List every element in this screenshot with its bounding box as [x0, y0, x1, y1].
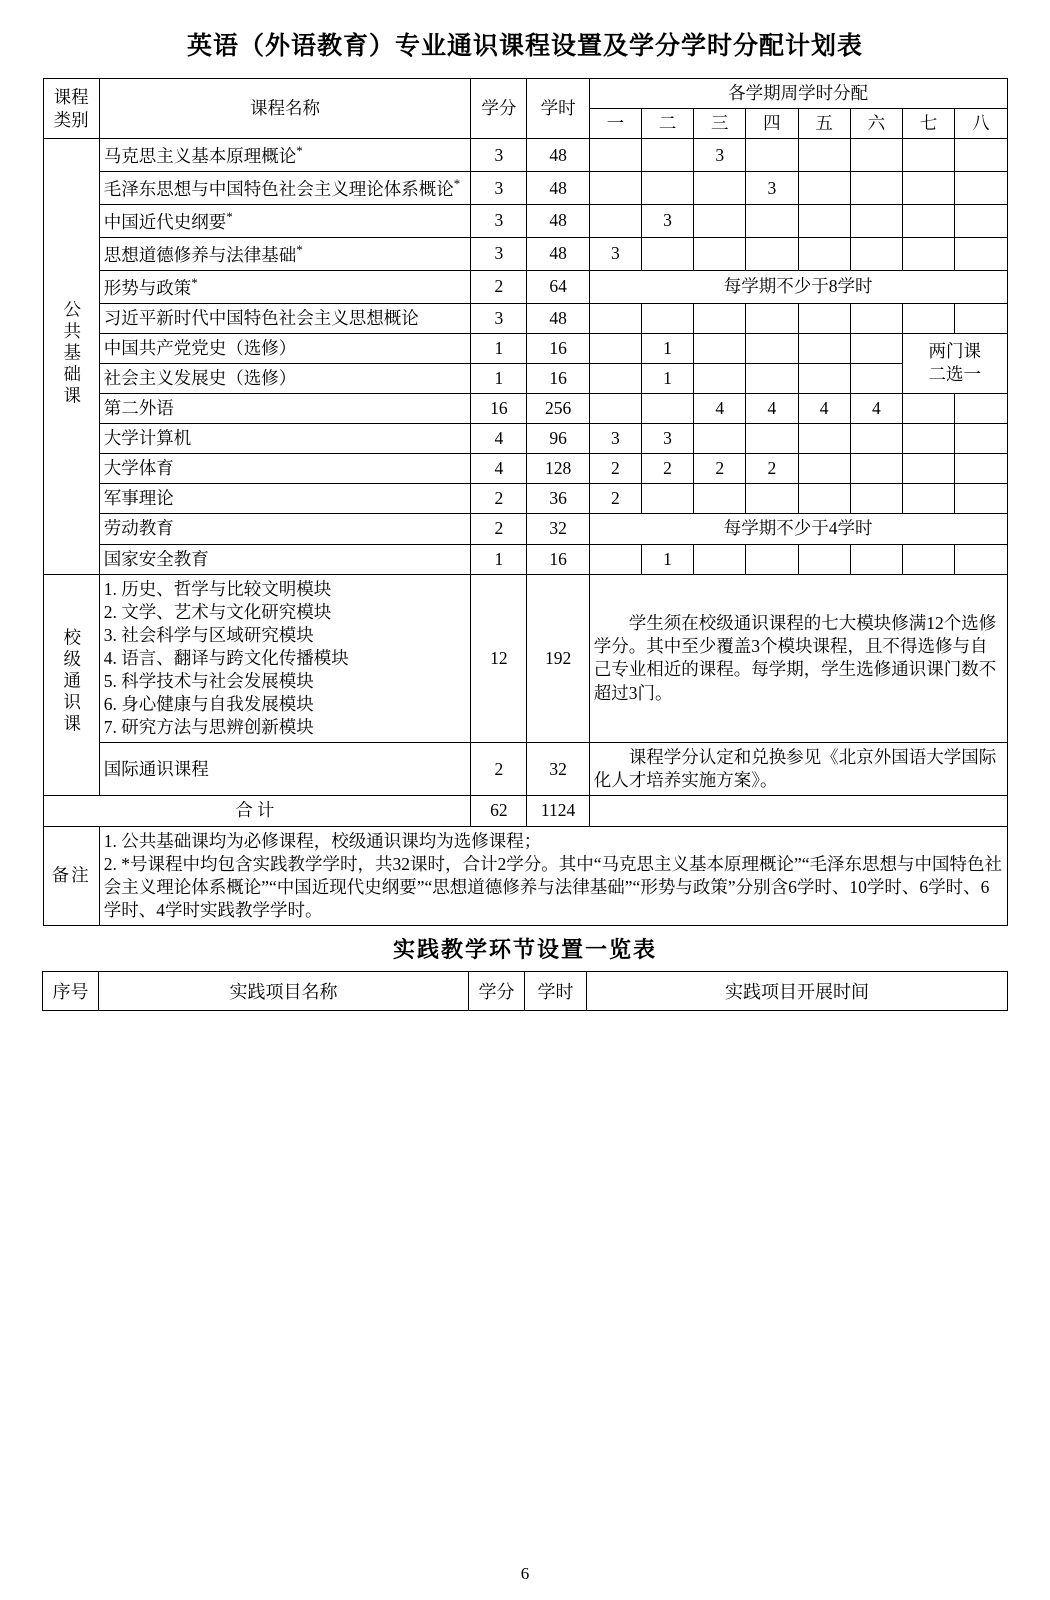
sem-2: 1 [641, 544, 693, 574]
sem-8 [955, 303, 1007, 333]
sem-6 [850, 303, 902, 333]
course-hours: 16 [527, 333, 589, 363]
sem-2: 1 [641, 333, 693, 363]
header-index: 序号 [43, 971, 99, 1010]
course-name: 习近平新时代中国特色社会主义思想概论 [99, 303, 471, 333]
sem-6: 4 [850, 394, 902, 424]
sem-8 [955, 544, 1007, 574]
sem-8 [955, 139, 1007, 172]
sem-6 [850, 139, 902, 172]
course-credits: 3 [471, 172, 527, 205]
sem-7 [902, 237, 954, 270]
sem-7 [902, 205, 954, 238]
sem-4: 4 [746, 394, 798, 424]
sem-2 [641, 139, 693, 172]
sem-3 [694, 237, 746, 270]
sem-1: 2 [589, 454, 641, 484]
header-hours: 学时 [525, 971, 587, 1010]
course-name: 大学体育 [99, 454, 471, 484]
page-number: 6 [520, 1564, 530, 1583]
sem-6 [850, 333, 902, 363]
sem-7 [902, 454, 954, 484]
page-title: 英语（外语教育）专业通识课程设置及学分学时分配计划表 [186, 33, 863, 60]
sem-8 [955, 172, 1007, 205]
sem-8 [955, 484, 1007, 514]
table-total-row [43, 796, 1007, 826]
table-row [43, 544, 1007, 574]
course-credits: 2 [471, 514, 527, 544]
sem-4 [746, 333, 798, 363]
course-credits: 1 [471, 333, 527, 363]
sem-4 [746, 544, 798, 574]
table-header-row [43, 79, 1007, 109]
course-credits: 1 [471, 544, 527, 574]
course-hours: 192 [527, 574, 589, 743]
table-row [43, 363, 1007, 393]
table-row [43, 270, 1007, 303]
total-credits: 62 [471, 796, 527, 826]
sem-6 [850, 205, 902, 238]
sem-2 [641, 484, 693, 514]
sem-5 [798, 205, 850, 238]
header-course-name: 课程名称 [99, 79, 471, 139]
sem-3: 2 [694, 454, 746, 484]
course-hours: 32 [527, 514, 589, 544]
sem-2 [641, 237, 693, 270]
semester-span-note: 每学期不少于8学时 [589, 270, 1007, 303]
table-row [43, 303, 1007, 333]
sem-4 [746, 205, 798, 238]
module-list: 1. 历史、哲学与比较文明模块 2. 文学、艺术与文化研究模块 3. 社会科学与区域研究模块 4. 语言、翻译与跨文化传播模块 5. 科学技术与社会发展模块 6. 身心健康与自我发展模块 7. 研究方法与思辨创新模块 [99, 574, 471, 743]
header-semester-4: 四 [746, 109, 798, 139]
course-hours: 48 [527, 139, 589, 172]
sem-5 [798, 454, 850, 484]
sem-7 [902, 484, 954, 514]
asterisk-mark: * [453, 176, 461, 192]
course-name: 军事理论 [99, 484, 471, 514]
sem-1 [589, 172, 641, 205]
course-credits: 12 [471, 574, 527, 743]
table-row [43, 237, 1007, 270]
course-name: 国家安全教育 [99, 544, 471, 574]
course-credits: 3 [471, 303, 527, 333]
course-name: 大学计算机 [99, 424, 471, 454]
course-hours: 16 [527, 363, 589, 393]
sem-1: 3 [589, 237, 641, 270]
sem-5 [798, 237, 850, 270]
sem-2 [641, 394, 693, 424]
sem-2: 2 [641, 454, 693, 484]
course-hours: 128 [527, 454, 589, 484]
sem-4: 2 [746, 454, 798, 484]
sem-1 [589, 333, 641, 363]
sem-4 [746, 363, 798, 393]
sem-4 [746, 424, 798, 454]
sem-5 [798, 484, 850, 514]
sem-7 [902, 303, 954, 333]
course-hours: 32 [527, 743, 589, 796]
header-semester-8: 八 [955, 109, 1007, 139]
course-credits: 4 [471, 424, 527, 454]
course-credits: 3 [471, 237, 527, 270]
header-semester-group: 各学期周学时分配 [589, 79, 1007, 109]
elective-pair-note: 两门课 二选一 [902, 333, 1007, 393]
international-course-note: 课程学分认定和兑换参见《北京外国语大学国际化人才培养实施方案》。 [589, 743, 1007, 796]
sem-4 [746, 484, 798, 514]
course-credits: 16 [471, 394, 527, 424]
header-semester-7: 七 [902, 109, 954, 139]
sem-7 [902, 424, 954, 454]
course-hours: 256 [527, 394, 589, 424]
sem-3 [694, 172, 746, 205]
course-hours: 16 [527, 544, 589, 574]
sem-2: 3 [641, 424, 693, 454]
course-hours: 48 [527, 172, 589, 205]
table-row [43, 333, 1007, 363]
table-row [43, 139, 1007, 172]
course-credits: 2 [471, 484, 527, 514]
sem-6 [850, 544, 902, 574]
practice-teaching-table [42, 971, 1008, 1011]
table-row [43, 743, 1007, 796]
sem-1 [589, 139, 641, 172]
course-name: 社会主义发展史（选修） [99, 363, 471, 393]
sem-3: 4 [694, 394, 746, 424]
table-row [43, 454, 1007, 484]
sem-6 [850, 237, 902, 270]
table-remark-row [43, 826, 1007, 925]
sem-8 [955, 424, 1007, 454]
sem-8 [955, 205, 1007, 238]
sem-1 [589, 205, 641, 238]
sem-5 [798, 139, 850, 172]
sem-6 [850, 424, 902, 454]
table-row [43, 574, 1007, 743]
sem-3: 3 [694, 139, 746, 172]
table-row [43, 514, 1007, 544]
sem-6 [850, 454, 902, 484]
table-header-row [43, 971, 1008, 1010]
header-hours: 学时 [527, 79, 589, 139]
header-semester-6: 六 [850, 109, 902, 139]
remark-label: 备注 [43, 826, 99, 925]
sem-1 [589, 544, 641, 574]
course-name: 中国近代史纲要* [99, 205, 471, 238]
table-row [43, 205, 1007, 238]
sem-5 [798, 172, 850, 205]
course-hours: 36 [527, 484, 589, 514]
header-semester-2: 二 [641, 109, 693, 139]
sem-1 [589, 394, 641, 424]
course-hours: 48 [527, 303, 589, 333]
sem-6 [850, 172, 902, 205]
sem-3 [694, 484, 746, 514]
general-education-note: 学生须在校级通识课程的七大模块修满12个选修学分。其中至少覆盖3个模块课程，且不得选修与自己专业相近的课程。每学期，学生选修通识课门数不超过3门。 [589, 574, 1007, 743]
sem-8 [955, 454, 1007, 484]
semester-span-note: 每学期不少于4学时 [589, 514, 1007, 544]
sem-7 [902, 394, 954, 424]
course-credits: 4 [471, 454, 527, 484]
sem-7 [902, 172, 954, 205]
sem-4 [746, 303, 798, 333]
header-semester-3: 三 [694, 109, 746, 139]
course-name: 劳动教育 [99, 514, 471, 544]
sem-2 [641, 172, 693, 205]
sem-3 [694, 205, 746, 238]
table-row [43, 172, 1007, 205]
sem-4: 3 [746, 172, 798, 205]
header-semester-1: 一 [589, 109, 641, 139]
sem-3 [694, 424, 746, 454]
sem-3 [694, 303, 746, 333]
sem-6 [850, 484, 902, 514]
course-hours: 64 [527, 270, 589, 303]
course-name: 形势与政策* [99, 270, 471, 303]
sem-4 [746, 139, 798, 172]
sem-3 [694, 544, 746, 574]
course-name: 思想道德修养与法律基础* [99, 237, 471, 270]
header-practice-name: 实践项目名称 [99, 971, 469, 1010]
total-label: 合计 [43, 796, 471, 826]
category-school-general: 校级通识课 [43, 574, 99, 796]
sem-4 [746, 237, 798, 270]
course-credits: 2 [471, 743, 527, 796]
course-hours: 48 [527, 237, 589, 270]
sem-5 [798, 544, 850, 574]
header-category: 课程 类别 [43, 79, 99, 139]
asterisk-mark: * [226, 209, 233, 225]
sem-1: 2 [589, 484, 641, 514]
sem-7 [902, 544, 954, 574]
asterisk-mark: * [296, 241, 303, 257]
course-name: 第二外语 [99, 394, 471, 424]
course-name: 马克思主义基本原理概论* [99, 139, 471, 172]
course-name: 中国共产党党史（选修） [99, 333, 471, 363]
course-credits: 3 [471, 139, 527, 172]
sem-1: 3 [589, 424, 641, 454]
sem-5 [798, 424, 850, 454]
course-hours: 48 [527, 205, 589, 238]
sem-1 [589, 303, 641, 333]
course-name: 国际通识课程 [99, 743, 471, 796]
total-empty [589, 796, 1007, 826]
header-credits: 学分 [471, 79, 527, 139]
sem-3 [694, 333, 746, 363]
sem-3 [694, 363, 746, 393]
asterisk-mark: * [296, 143, 303, 159]
sem-2 [641, 303, 693, 333]
table-row [43, 394, 1007, 424]
sem-5 [798, 303, 850, 333]
course-credits: 3 [471, 205, 527, 238]
sem-5: 4 [798, 394, 850, 424]
table-row [43, 484, 1007, 514]
header-semester-5: 五 [798, 109, 850, 139]
sem-2: 1 [641, 363, 693, 393]
table-row [43, 424, 1007, 454]
asterisk-mark: * [191, 274, 198, 290]
course-hours: 96 [527, 424, 589, 454]
sem-7 [902, 139, 954, 172]
course-credits: 2 [471, 270, 527, 303]
header-credits: 学分 [469, 971, 525, 1010]
category-public-basic: 公共基础课 [43, 139, 99, 574]
course-name: 毛泽东思想与中国特色社会主义理论体系概论* [99, 172, 471, 205]
general-education-course-table [43, 78, 1008, 926]
header-schedule: 实践项目开展时间 [587, 971, 1008, 1010]
sem-5 [798, 363, 850, 393]
sem-8 [955, 237, 1007, 270]
sem-8 [955, 394, 1007, 424]
total-hours: 1124 [527, 796, 589, 826]
course-credits: 1 [471, 363, 527, 393]
sem-2: 3 [641, 205, 693, 238]
practice-section-title: 实践教学环节设置一览表 [392, 936, 657, 962]
remark-content: 1. 公共基础课均为必修课程，校级通识课均为选修课程； 2. *号课程中均包含实践教学学时，共32课时，合计2学分。其中“马克思主义基本原理概论”“毛泽东思想与中国特色社会主义理论体系概论”“中国近现代史纲要”“思想道德修养与法律基础”“形势与政策”分别含6学时、10学时、6学时、6学时、4学时实践教学学时。 [99, 826, 1007, 925]
sem-1 [589, 363, 641, 393]
sem-6 [850, 363, 902, 393]
sem-5 [798, 333, 850, 363]
